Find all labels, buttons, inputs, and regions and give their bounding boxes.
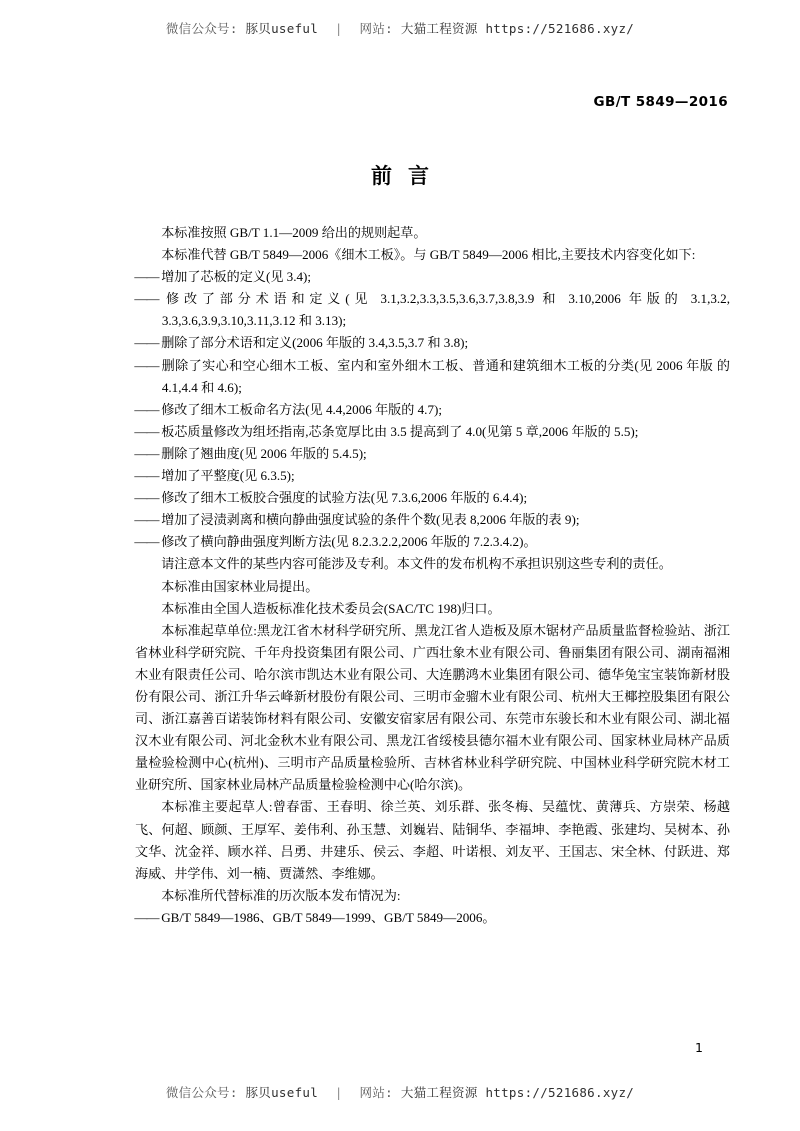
paragraph-patent-note: 请注意本文件的某些内容可能涉及专利。本文件的发布机构不承担识别这些专利的责任。 [161, 556, 672, 572]
dash-marker: —— [134, 468, 159, 484]
list-item-text: 修改了横向静曲强度判断方法(见 8.2.3.2.2,2006 年版的 7.2.3.4.2)。 [161, 534, 537, 550]
dash-marker: —— [134, 423, 159, 439]
list-item [135, 332, 730, 354]
dash-marker: —— [134, 445, 159, 461]
dash-marker: —— [134, 269, 159, 285]
drafters-label: 本标准主要起草人: [161, 799, 273, 815]
watermark-wechat-value: 豚贝useful [245, 21, 319, 36]
document-body [135, 222, 730, 929]
list-item-text: 删除了实心和空心细木工板、室内和室外细木工板、普通和建筑细木工板的分类(见 2006 年版 的 4.1,4.4 和 4.6); [161, 357, 730, 395]
watermark-separator: | [334, 1085, 343, 1100]
paragraph-drafting-units [135, 620, 730, 797]
list-item-text: 修改了细木工板胶合强度的试验方法(见 7.3.6,2006 年版的 6.4.4); [161, 490, 528, 506]
list-item-text: 删除了翘曲度(见 2006 年版的 5.4.5); [161, 445, 367, 461]
watermark-bottom [0, 1083, 800, 1101]
list-item [135, 509, 730, 531]
list-item [135, 355, 730, 399]
list-item-text: 板芯质量修改为组坯指南,芯条宽厚比由 3.5 提高到了 4.0(见第 5 章,2006 年版的 5.5); [161, 423, 639, 439]
paragraph-jurisdiction: 本标准由全国人造板标准化技术委员会(SAC/TC 198)归口。 [161, 600, 501, 616]
watermark-site-label: 网站: [359, 1085, 393, 1100]
page-number: 1 [695, 1040, 703, 1055]
list-item [135, 531, 730, 553]
dash-marker: —— [134, 909, 159, 925]
list-item-text: 增加了浸渍剥离和横向静曲强度试验的条件个数(见表 8,2006 年版的表 9); [161, 512, 580, 528]
history-item-text: GB/T 5849—1986、GB/T 5849—1999、GB/T 5849—2006。 [161, 909, 496, 925]
list-item-text: 修改了细木工板命名方法(见 4.4,2006 年版的 4.7); [161, 401, 442, 417]
list-item-text: 删除了部分术语和定义(2006 年版的 3.4,3.5,3.7 和 3.8); [161, 335, 469, 351]
paragraph-proposer: 本标准由国家林业局提出。 [161, 578, 319, 594]
watermark-site-value: 大猫工程资源 https://521686.xyz/ [400, 1085, 635, 1100]
drafting-units-label: 本标准起草单位: [161, 622, 257, 638]
dash-marker: —— [134, 291, 159, 307]
list-item [135, 421, 730, 443]
watermark-wechat-value: 豚贝useful [245, 1085, 319, 1100]
watermark-site-value: 大猫工程资源 https://521686.xyz/ [400, 21, 635, 36]
list-item-text: 修改了部分术语和定义(见 3.1,3.2,3.3,3.5,3.6,3.7,3.8,3.9 和 3.10,2006 年版的 3.1,3.2, 3.3,3.6,3.9,3.10,3.11,3.12 和 3.13); [161, 291, 730, 329]
watermark-separator: | [334, 21, 343, 36]
paragraph-drafters [135, 796, 730, 884]
list-item [135, 487, 730, 509]
paragraph-intro-2: 本标准代替 GB/T 5849—2006《细木工板》。与 GB/T 5849—2006 相比,主要技术内容变化如下: [161, 247, 696, 263]
dash-marker: —— [134, 401, 159, 417]
drafting-units-text: 黑龙江省木材科学研究所、黑龙江省人造板及原木锯材产品质量监督检验站、浙江省林业科学研究院、千年舟投资集团有限公司、广西壮象木业有限公司、鲁丽集团有限公司、湖南福湘木业有限责任公司、哈尔滨市凯达木业有限公司、大连鹏鸿木业集团有限公司、德华兔宝宝装饰新材股份有限公司、浙江升华云峰新材股份有限公司、三明市金骝木业有限公司、杭州大王椰控股集团有限公司、浙江嘉善百诺装饰材料有限公司、安徽安宿家居有限公司、东莞市东骏长和木业有限公司、湖北福汉木业有限公司、河北金秋木业有限公司、黑龙江省绥棱县德尔福木业有限公司、国家林业局林产品质量检验检测中心(杭州)、三明市产品质量检验所、吉林省林业科学研究院、中国林业科学研究院木材工业研究所、国家林业局林产品质量检验检测中心(哈尔滨)。 [135, 622, 731, 793]
list-item [135, 266, 730, 288]
paragraph-intro-1: 本标准按照 GB/T 1.1—2009 给出的规则起草。 [161, 225, 427, 240]
paragraph-history-label: 本标准所代替标准的历次版本发布情况为: [161, 887, 401, 903]
dash-marker: —— [134, 534, 159, 550]
watermark-top [0, 19, 800, 37]
standard-number: GB/T 5849—2016 [593, 94, 728, 110]
dash-marker: —— [134, 512, 159, 528]
drafters-text: 曾春雷、王春明、徐兰英、刘乐群、张冬梅、吴蕴忱、黄薄兵、方崇荣、杨越飞、何超、顾颜、王厚军、姜伟利、孙玉慧、刘巍岩、陆铜华、李福坤、李艳霞、张建均、吴树本、孙文华、沈金祥、顾水祥、吕勇、井建乐、侯云、李超、叶诺根、刘友平、王国志、宋全林、付跃进、郑海威、井学伟、刘一楠、贾潇然、李维娜。 [135, 799, 731, 881]
watermark-site-label: 网站: [359, 21, 393, 36]
page-title: 前言 [371, 164, 445, 188]
dash-marker: —— [134, 335, 159, 351]
list-item [135, 465, 730, 487]
list-item-text: 增加了平整度(见 6.3.5); [161, 468, 295, 484]
history-item [135, 907, 730, 929]
dash-marker: —— [134, 490, 159, 506]
watermark-wechat-label: 微信公众号: [165, 21, 238, 36]
list-item [135, 399, 730, 421]
list-item [135, 288, 730, 332]
list-item-text: 增加了芯板的定义(见 3.4); [161, 269, 312, 285]
watermark-wechat-label: 微信公众号: [165, 1085, 238, 1100]
dash-marker: —— [134, 357, 159, 373]
list-item [135, 443, 730, 465]
